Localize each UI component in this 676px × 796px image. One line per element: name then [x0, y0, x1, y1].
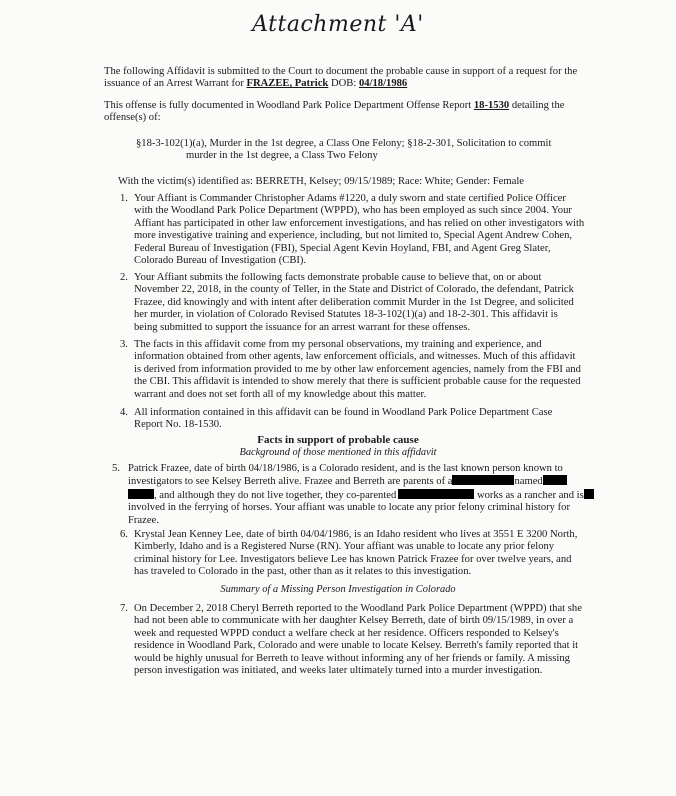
para-6-line: Kimberly, Idaho and is a Registered Nurse (RN). Your affiant was unable to locate any prior felony — [134, 541, 555, 553]
offense-paragraph — [104, 100, 594, 125]
redaction-bar — [128, 489, 154, 499]
suspect-dob: 04/18/1986 — [358, 78, 408, 90]
para-6-line: Krystal Jean Kenney Lee, date of birth 04/04/1986, is an Idaho resident who lives at 3551 E 3200 North, — [134, 529, 578, 540]
para-3-line: warrant and does not set forth all of my knowledge about this matter. — [134, 388, 427, 400]
charges-block — [136, 138, 596, 163]
para-1-line: with the Woodland Park Police Department (WPPD), who has been employed as such since 2004. Your — [134, 205, 572, 217]
offense-text-end: detailing the — [511, 100, 565, 111]
para-3 — [134, 339, 600, 401]
offense-line-1 — [104, 100, 594, 112]
section-subheading: Background of those mentioned in this affidavit — [239, 447, 437, 458]
intro-line-2 — [104, 78, 592, 90]
para-3-number: 3. — [120, 339, 128, 350]
charges-line-1: §18-3-102(1)(a), Murder in the 1st degree, a Class One Felony; §18-2-301, Solicitation to commit — [136, 138, 552, 149]
para-2-line: November 22, 2018, in the county of Teller, in the State and District of Colorado, the defendant, Patrick — [134, 284, 574, 296]
para-7-line: person investigation was initiated, and weeks later ultimately turned into a murder investigation. — [134, 665, 543, 677]
section-subheading-2: Summary of a Missing Person Investigation in Colorado — [220, 584, 456, 595]
suspect-name: FRAZEE, Patrick — [246, 78, 329, 90]
para-6-line: has traveled to Colorado in the past, other than as it relates to this investigation. — [134, 566, 472, 578]
para-7-line: residence in Woodland Park, Colorado and were unable to locate Kelsey. Berreth's family reported that it — [134, 640, 579, 652]
para-5-text: , and although they do not live together, they co-parented — [154, 489, 397, 501]
para-1-line: more investigative training and experience, including, but not limited to, Special Agent Andrew Cohen, — [134, 230, 573, 242]
para-1 — [134, 193, 600, 267]
para-1-line: Affiant has participated in other law enforcement investigations, and has relied on other investigators with — [134, 217, 585, 229]
para-4 — [134, 407, 600, 432]
para-2-line: being submitted to support the issuance for an arrest warrant for these offenses. — [134, 321, 471, 333]
document-title: Attachment 'A' — [252, 12, 424, 37]
intro-line-1: The following Affidavit is submitted to the Court to document the probable cause in support of a request for the — [104, 66, 578, 77]
redaction-bar — [398, 489, 474, 499]
para-2-line: Your Affiant submits the following facts demonstrate probable cause to believe that, on or about — [134, 272, 542, 283]
intro-text: issuance of an Arrest Warrant for — [104, 78, 244, 90]
para-1-line: Your Affiant is Commander Christopher Adams #1220, a duly sworn and state certified Police Officer — [134, 193, 566, 204]
para-6 — [134, 529, 600, 579]
para-5-line-3 — [128, 489, 598, 502]
para-5-line-1: Patrick Frazee, date of birth 04/18/1986, is a Colorado resident, and is the last known person known to — [128, 463, 563, 474]
para-1-line: Colorado Bureau of Investigation (CBI). — [134, 255, 307, 267]
para-5-text: investigators to see Kelsey Berreth alive. Frazee and Berreth are parents of a — [128, 476, 453, 488]
para-4-line: All information contained in this affidavit can be found in Woodland Park Police Department Case — [134, 407, 553, 418]
offense-line-2: offense(s) of: — [104, 112, 161, 124]
offense-report-number: 18-1530 — [473, 100, 510, 111]
para-5-text: works as a rancher and is — [476, 489, 584, 501]
para-2-line: her murder, in violation of Colorado Revised Statutes 18-3-102(1)(a) and 18-2-301. This affidavit is — [134, 309, 558, 321]
para-5-line-4: involved in the ferrying of horses. Your affiant was unable to locate any prior felony criminal history for — [128, 502, 570, 514]
victims-line: With the victim(s) identified as: BERRETH, Kelsey; 09/15/1989; Race: White; Gender: Female — [118, 176, 524, 187]
intro-paragraph — [104, 66, 592, 91]
section-heading: Facts in support of probable cause — [257, 434, 419, 446]
dob-label: DOB: — [330, 78, 357, 90]
para-7-line: would be highly unusual for Berreth to leave without informing any of her friends or family. A missing — [134, 652, 570, 664]
para-7-line: had not been able to communicate with her daughter Kelsey Berreth, date of birth 09/15/1989, in over a — [134, 615, 574, 627]
para-5-number: 5. — [112, 463, 120, 474]
para-5-line-5: Frazee. — [128, 514, 159, 526]
para-3-line: The facts in this affidavit come from my personal observations, my training and experience, and — [134, 339, 542, 350]
para-6-line: criminal history for Lee. Investigators believe Lee has known Patrick Frazee for over twelve years, and — [134, 553, 572, 565]
para-4-number: 4. — [120, 407, 128, 418]
redaction-bar — [584, 489, 594, 499]
para-7-line: On December 2, 2018 Cheryl Berreth reported to the Woodland Park Police Department (WPPD) that she — [134, 603, 582, 614]
para-2 — [134, 272, 600, 334]
para-5-line-2 — [128, 475, 598, 488]
para-2-line: Frazee, did knowingly and with intent after deliberation commit Murder in the 1st Degree, and solicited — [134, 296, 574, 308]
para-3-line: the CBI. This affidavit is intended to show merely that there is sufficient probable cause for the requested — [134, 376, 581, 388]
para-1-number: 1. — [120, 193, 128, 204]
para-5-text: named — [514, 476, 543, 488]
para-2-number: 2. — [120, 272, 128, 283]
charges-line-2: murder in the 1st degree, a Class Two Felony — [186, 150, 378, 162]
para-4-line: Report No. 18-1530. — [134, 419, 222, 431]
redaction-bar — [452, 475, 514, 485]
offense-text: This offense is fully documented in Woodland Park Police Department Offense Report — [104, 100, 472, 111]
para-7 — [134, 603, 600, 677]
para-1-line: Federal Bureau of Investigation (FBI), Special Agent Kevin Hoyland, FBI, and Agent Greg Slater, — [134, 242, 551, 254]
para-7-line: week and requested WPPD conduct a welfare check at her residence. Officers responded to Kelsey's — [134, 627, 559, 639]
para-5 — [128, 463, 598, 527]
para-7-number: 7. — [120, 603, 128, 614]
redaction-bar — [543, 475, 567, 485]
para-3-line: information obtained from other agents, law enforcement officials, and witnesses. Much of this affidavit — [134, 351, 576, 363]
para-3-line: is derived from information provided to me by other law enforcement agencies, namely from the FBI and — [134, 363, 581, 375]
para-6-number: 6. — [120, 529, 128, 540]
